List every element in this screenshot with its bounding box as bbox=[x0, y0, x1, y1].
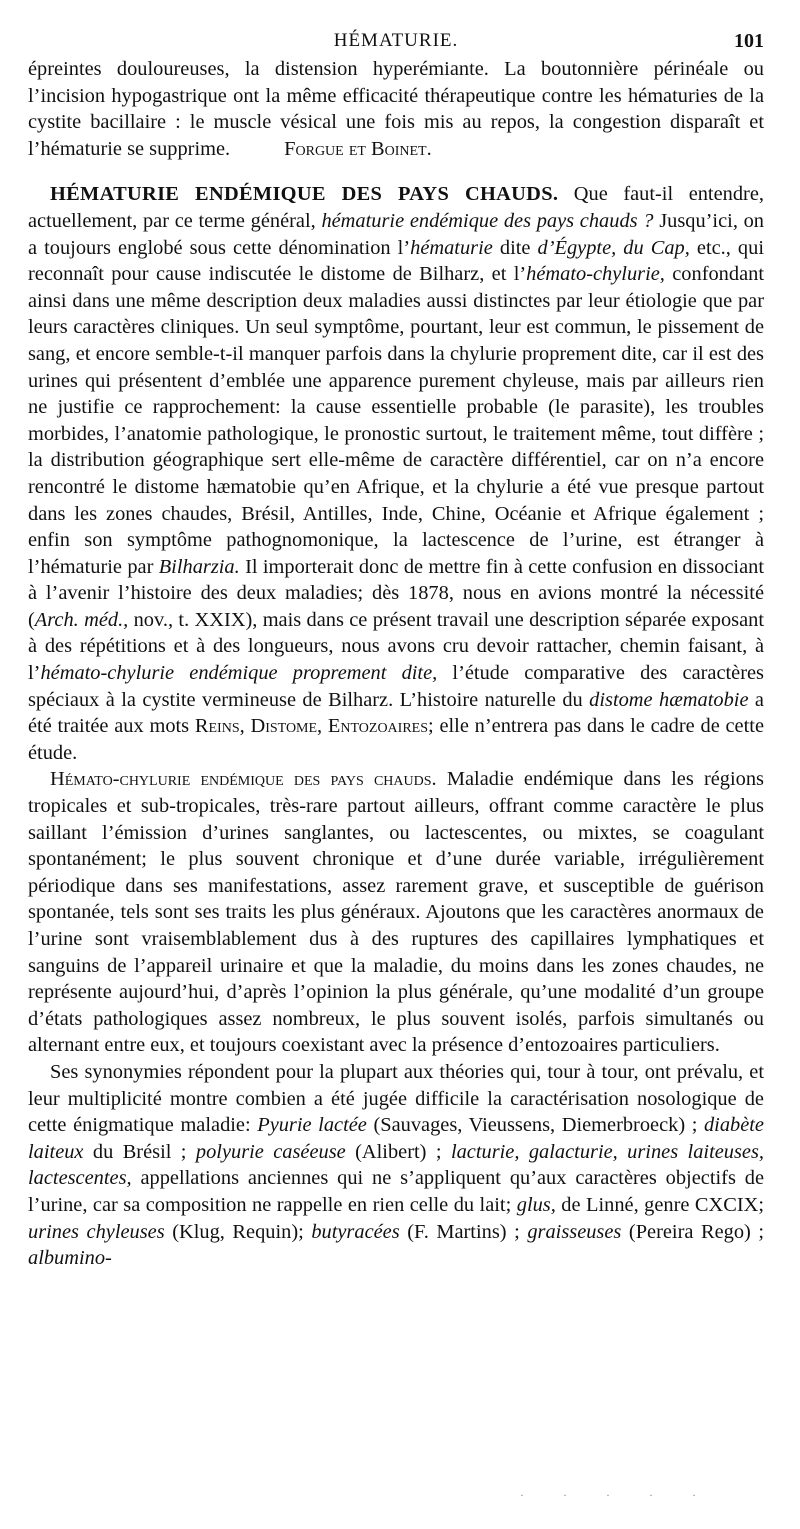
paragraph-continuation bbox=[28, 56, 764, 162]
subsection-heading: Hémato-chylurie endémique des pays chauds. bbox=[50, 768, 437, 791]
paragraph-synonyms: Ses synonymies répondent pour la plupart aux théories qui, tour à tour, ont prévalu, et leur multiplicité montre combien a été jugée difficile la caractérisation nosologique de cette énigmatique maladie: Pyurie lactée (Sauvages, Vieussens, Diemerbroeck) ; diabète laiteux du Brésil ; polyurie caséeuse (Alibert) ; lacturie, galacturie, urines laiteuses, lactescentes, appellations anciennes qui ne s’appliquent qu’aux caractères objectifs de l’urine, car sa composition ne rappelle en rien celle du lait; glus, de Linné, genre CXCIX; urines chyleuses (Klug, Requin); butyracées (F. Martins) ; graisseuses (Pereira Rego) ; albumino- bbox=[28, 1060, 765, 1270]
paragraph-endemic-hematuria: HÉMATURIE ENDÉMIQUE DES PAYS CHAUDS. Que faut-il entendre, actuellement, par ce terme général, hématurie endémique des pays chauds ? Jusqu’ici, on a toujours englobé sous cette dénomination l’hématurie dite d’Égypte, du Cap, etc., qui reconnaît pour cause indiscutée le distome de Bilharz, et l’hémato-chylurie, confondant ainsi dans une même description deux maladies aussi distinctes par leur étiologie que par leurs caractères cliniques. Un seul symptôme, pourtant, leur est commun, le pissement de sang, et encore semble-t-il manquer parfois dans la chylurie proprement dite, car il est des urines qui présentent d’emblée une apparence purement chyleuse, mais par ailleurs rien ne justifie ce rapprochement: la cause essentielle probable (le parasite), les troubles morbides, l’anatomie pathologique, le pronostic surtout, le traitement même, tout diffère ; la distribution géographique sert elle-même de caractère différentiel, car on n’a encore rencontré le distome hæmatobie qu’en Afrique, et la chylurie a été vue presque partout dans les zones chaudes, Brésil, Antilles, Inde, Chine, Océanie et Afrique également ; enfin son symptôme pathognomonique, la lactescence de l’urine, est étranger à l’hématurie par Bilharzia. Il importerait donc de mettre fin à cette confusion en dissociant à l’avenir l’histoire des deux maladies; dès 1878, nous en avions montré la nécessité (Arch. méd., nov., t. XXIX), mais dans ce présent travail une description séparée exposant à des répétitions et à des longueurs, nous avons cru devoir rattacher, chemin faisant, à l’hémato-chylurie endémique proprement dite, l’étude comparative des caractères spéciaux à la cystite vermineuse de Bilharz. L’histoire naturelle du distome hæmatobie a été traitée aux mots Reins, Distome, Entozoaires; elle n’entrera pas dans le cadre de cette étude. bbox=[28, 183, 765, 764]
print-marks: · · · · · bbox=[520, 1488, 714, 1502]
paragraph-hemato-chyluria: Hémato-chylurie endémique des pays chauds. Maladie endémique dans les régions tropicales et sub-tropicales, très-rare partout ailleurs, offrant comme caractère le plus saillant l’émission d’urines sanglantes, ou lactescentes, ou mixtes, se coagulant spontanément; le plus souvent chronique et d’une durée variable, irrégulièrement périodique dans ses manifestations, assez rarement grave, et susceptible de guérison spontanée, tels sont ses traits les plus généraux. Ajoutons que les caractères anormaux de l’urine sont vraisemblablement dus à des ruptures des capillaires lymphatiques et sanguins de l’appareil urinaire et que la maladie, du moins dans les zones chaudes, ne représente aujourd’hui, d’après l’opinion la plus générale, qu’une modalité d’un groupe d’états pathologiques assez nombreux, le plus souvent isolés, parfois simultanés ou alternant entre eux, et toujours coexistant avec la présence d’entozoaires particuliers. bbox=[28, 768, 764, 1057]
book-page bbox=[28, 26, 764, 1272]
section-heading: HÉMATURIE ENDÉMIQUE DES PAYS CHAUDS. bbox=[50, 183, 559, 206]
paragraph-text: épreintes douloureuses, la distension hyperémiante. La boutonnière périnéale ou l’incision hypogastrique ont la même efficacité thérapeutique contre les hématuries de la cystite bacillaire : le muscle vésical une fois mis au repos, la congestion disparaît et l’hématurie se supprime. bbox=[28, 58, 764, 160]
page-header bbox=[28, 26, 764, 56]
author-signature: Forgue et Boinet. bbox=[284, 137, 432, 160]
running-title: HÉMATURIE. bbox=[333, 30, 459, 51]
page-number: 101 bbox=[734, 30, 764, 52]
